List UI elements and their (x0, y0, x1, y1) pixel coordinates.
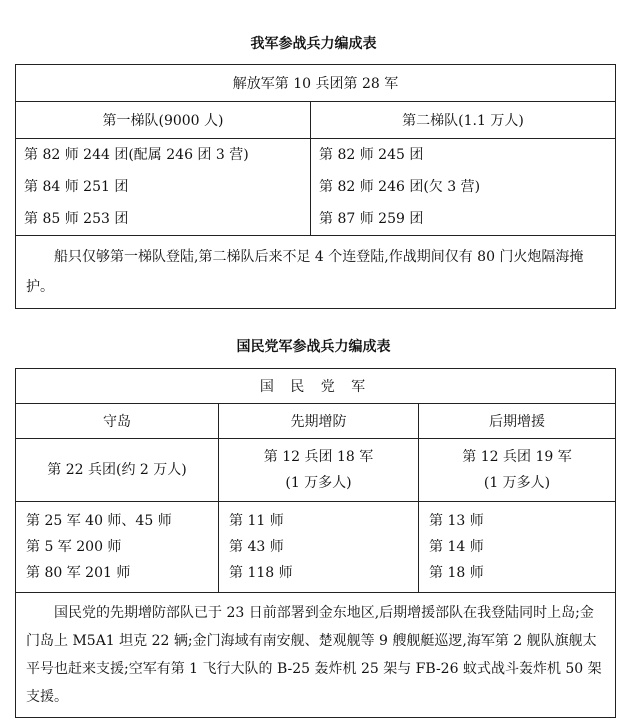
unit-item: 第 25 军 40 师、45 师 (26, 513, 172, 529)
table1-header: 解放军第 10 兵团第 28 军 (16, 65, 616, 102)
force-line: 第 12 兵团 18 军 (263, 449, 374, 465)
early-reinforcement-units (219, 502, 419, 593)
force-size: (1 万多人) (285, 475, 352, 491)
early-reinforcement-header: 先期增防 (219, 404, 419, 439)
table2-title: 国民党军参战兵力编成表 (236, 339, 391, 355)
unit-item: 第 11 师 (229, 513, 284, 529)
later-reinforcement-force (419, 439, 616, 502)
garrison-force: 第 22 兵团(约 2 万人) (16, 439, 219, 502)
first-echelon-header: 第一梯队(9000 人) (16, 102, 311, 139)
unit-item: 第 5 军 200 师 (26, 539, 122, 555)
pla-forces-table (15, 64, 616, 309)
kmt-forces-table (15, 368, 616, 718)
first-echelon-units (16, 139, 311, 236)
later-reinforcement-header: 后期增援 (419, 404, 616, 439)
second-echelon-units (311, 139, 616, 236)
unit-item: 第 82 师 244 团(配属 246 团 3 营) (24, 147, 249, 163)
garrison-units (16, 502, 219, 593)
unit-item: 第 87 师 259 团 (319, 211, 424, 227)
table1-note: 船只仅够第一梯队登陆,第二梯队后来不足 4 个连登陆,作战期间仅有 80 门火炮隔海掩护。 (16, 236, 616, 309)
unit-item: 第 85 师 253 团 (24, 211, 129, 227)
unit-item: 第 80 军 201 师 (26, 565, 131, 581)
table2-header: 国 民 党 军 (16, 369, 616, 404)
garrison-header: 守岛 (16, 404, 219, 439)
unit-item: 第 13 师 (429, 513, 484, 529)
unit-item: 第 43 师 (229, 539, 284, 555)
second-echelon-header: 第二梯队(1.1 万人) (311, 102, 616, 139)
force-line: 第 12 兵团 19 军 (462, 449, 572, 465)
early-reinforcement-force (219, 439, 419, 502)
unit-item: 第 14 师 (429, 539, 484, 555)
unit-item: 第 82 师 246 团(欠 3 营) (319, 179, 481, 195)
table2-note: 国民党的先期增防部队已于 23 日前部署到金东地区,后期增援部队在我登陆同时上岛;金门岛上 M5A1 坦克 22 辆;金门海域有南安舰、楚观舰等 9 艘舰艇巡逻,海军第 2 舰队旗舰太平号也赶来支援;空军有第 1 飞行大队的 B-25 轰炸机 25 架与 FB-26 蚊式战斗轰炸机 50 架支援。 (16, 593, 616, 718)
table1-title: 我军参战兵力编成表 (250, 36, 377, 52)
unit-item: 第 18 师 (429, 565, 484, 581)
force-size: (1 万多人) (483, 475, 551, 491)
unit-item: 第 84 师 251 团 (24, 179, 129, 195)
unit-item: 第 82 师 245 团 (319, 147, 424, 163)
later-reinforcement-units (419, 502, 616, 593)
unit-item: 第 118 师 (229, 565, 293, 581)
